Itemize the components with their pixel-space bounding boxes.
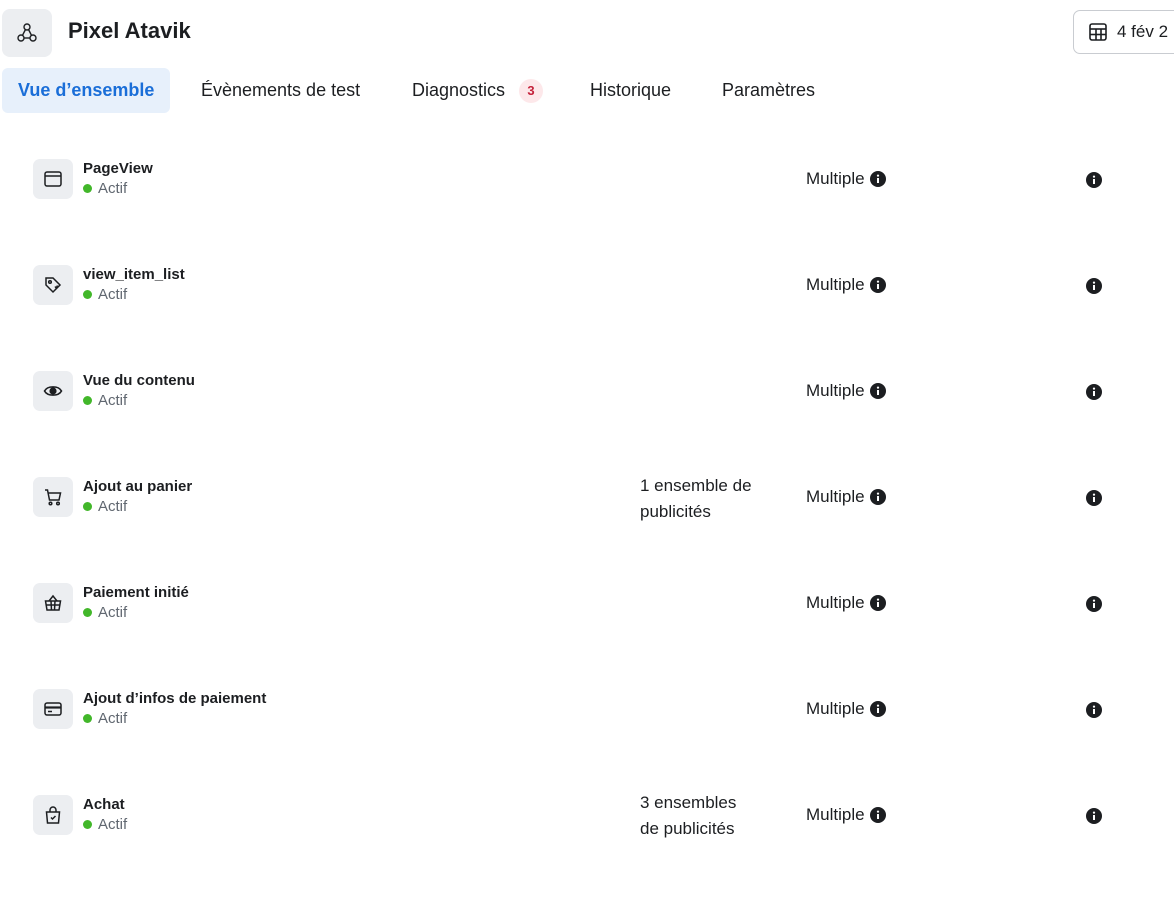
matching-label: Multiple: [806, 487, 865, 506]
status-label: Actif: [98, 286, 128, 303]
info-icon[interactable]: [870, 171, 886, 187]
info-icon[interactable]: [1086, 596, 1102, 612]
event-row[interactable]: [0, 583, 1174, 689]
info-icon[interactable]: [1086, 384, 1102, 400]
event-name: Ajout d’infos de paiement: [83, 690, 267, 707]
info-icon[interactable]: [1086, 490, 1102, 506]
date-range-button[interactable]: [1073, 10, 1174, 54]
info-icon[interactable]: [1086, 172, 1102, 188]
info-icon[interactable]: [1086, 278, 1102, 294]
event-row[interactable]: [0, 477, 1174, 583]
event-status: [83, 710, 127, 727]
pixel-nodes-icon[interactable]: [2, 9, 52, 57]
credit-card-icon: [33, 689, 73, 729]
event-name: Vue du contenu: [83, 372, 195, 389]
tab-label: Diagnostics: [412, 80, 506, 100]
event-row[interactable]: [0, 371, 1174, 477]
ad-sets-line: 1 ensemble de: [640, 476, 752, 495]
date-range-label: 4 fév 2: [1117, 22, 1169, 41]
status-label: Actif: [98, 392, 128, 409]
status-label: Actif: [98, 180, 128, 197]
status-dot: [83, 502, 92, 511]
event-name: Ajout au panier: [83, 478, 193, 495]
tab-diagnostics[interactable]: [412, 68, 543, 113]
status-dot: [83, 290, 92, 299]
tab-bar: [0, 68, 1174, 114]
event-name: view_item_list: [83, 266, 185, 283]
eye-icon: [33, 371, 73, 411]
diagnostics-count-badge: 3: [519, 79, 543, 103]
matching-value: [806, 699, 886, 719]
ad-sets-line: publicités: [640, 502, 711, 521]
status-dot: [83, 714, 92, 723]
calendar-table-icon: [1088, 22, 1108, 42]
matching-label: Multiple: [806, 805, 865, 824]
event-status: [83, 498, 127, 515]
status-label: Actif: [98, 816, 128, 833]
matching-value: [806, 487, 886, 507]
event-name: Paiement initié: [83, 584, 189, 601]
matching-value: [806, 275, 886, 295]
ad-sets-count: [640, 473, 780, 525]
status-dot: [83, 608, 92, 617]
page-title: Pixel Atavik: [68, 18, 191, 43]
info-icon[interactable]: [870, 489, 886, 505]
event-status: [83, 816, 127, 833]
event-status: [83, 604, 127, 621]
info-icon[interactable]: [870, 595, 886, 611]
event-row[interactable]: [0, 265, 1174, 371]
tab-label: Paramètres: [722, 80, 816, 100]
status-label: Actif: [98, 604, 128, 621]
matching-label: Multiple: [806, 699, 865, 718]
matching-label: Multiple: [806, 169, 865, 188]
tab-label: Évènements de test: [201, 80, 361, 100]
info-icon[interactable]: [1086, 808, 1102, 824]
status-label: Actif: [98, 710, 128, 727]
matching-value: [806, 169, 886, 189]
ad-sets-line: 3 ensembles: [640, 793, 737, 812]
tab-test-events[interactable]: [201, 68, 360, 113]
ad-sets-line: de publicités: [640, 819, 735, 838]
matching-value: [806, 593, 886, 613]
tab-settings[interactable]: [722, 68, 815, 113]
info-icon[interactable]: [870, 701, 886, 717]
info-icon[interactable]: [870, 383, 886, 399]
tab-overview[interactable]: [2, 68, 170, 113]
event-status: [83, 392, 127, 409]
info-icon[interactable]: [1086, 702, 1102, 718]
status-dot: [83, 396, 92, 405]
matching-label: Multiple: [806, 381, 865, 400]
info-icon[interactable]: [870, 807, 886, 823]
event-row[interactable]: [0, 159, 1174, 265]
tag-icon: [33, 265, 73, 305]
event-status: [83, 286, 127, 303]
tab-label: Vue d’ensemble: [18, 80, 155, 100]
event-row[interactable]: [0, 689, 1174, 795]
matching-label: Multiple: [806, 275, 865, 294]
status-dot: [83, 184, 92, 193]
cart-icon: [33, 477, 73, 517]
info-icon[interactable]: [870, 277, 886, 293]
browser-window-icon: [33, 159, 73, 199]
event-name: Achat: [83, 796, 125, 813]
matching-value: [806, 805, 886, 825]
matching-value: [806, 381, 886, 401]
event-row[interactable]: [0, 795, 1174, 901]
shopping-bag-icon: [33, 795, 73, 835]
status-label: Actif: [98, 498, 128, 515]
basket-icon: [33, 583, 73, 623]
tab-history[interactable]: [590, 68, 671, 113]
event-name: PageView: [83, 160, 153, 177]
ad-sets-count: [640, 790, 780, 842]
tab-label: Historique: [590, 80, 672, 100]
matching-label: Multiple: [806, 593, 865, 612]
event-status: [83, 180, 127, 197]
status-dot: [83, 820, 92, 829]
page-header: [0, 0, 1174, 64]
